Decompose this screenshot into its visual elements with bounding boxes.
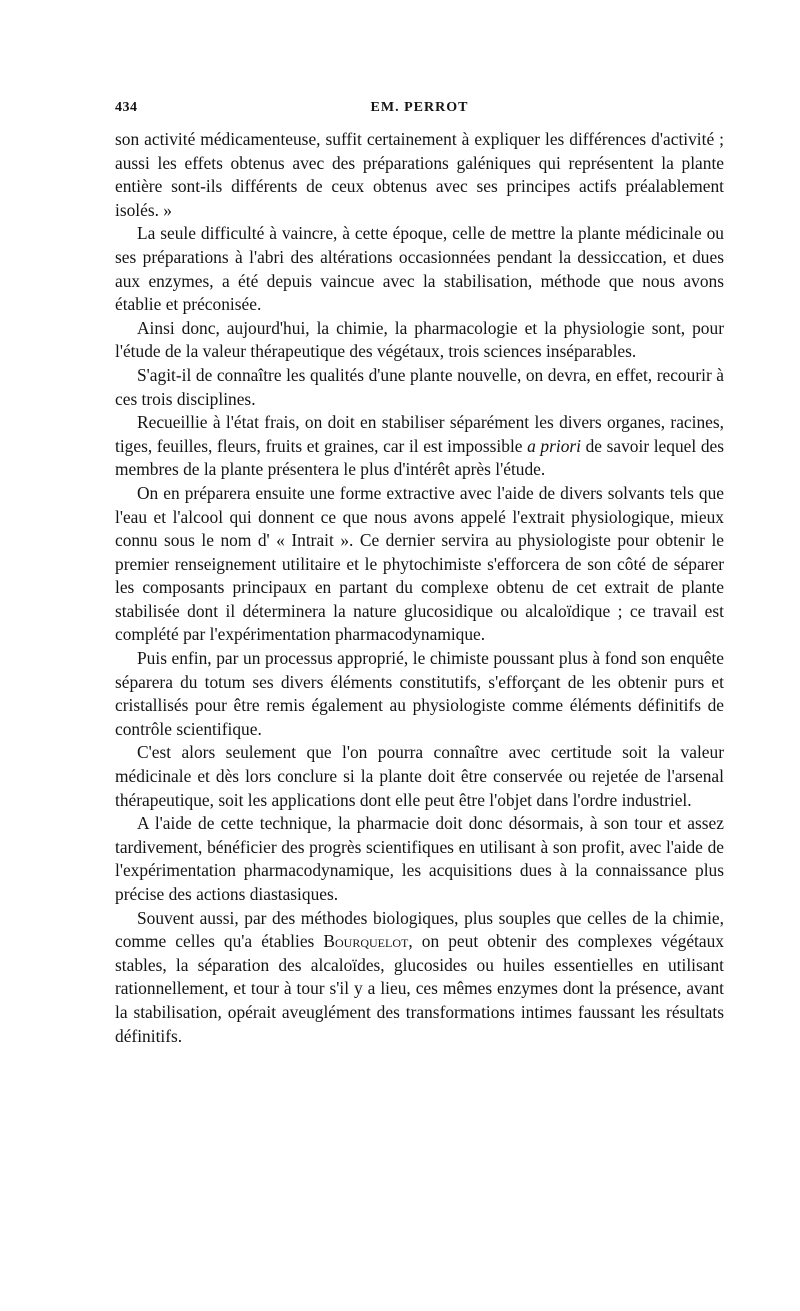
italic-phrase: a priori xyxy=(527,435,581,456)
paragraph-pharmacy: A l'aide de cette technique, la pharmacie doit donc désormais, à son tour et assez tardivement, bénéficier des progrès scientifiques en utilisant à son profit, avec l'aide de l'expérimentation pharmacodynamique, les acquisitions dues à la connaissance plus précise des actions diastasiques. xyxy=(115,813,724,904)
paragraph-chemist: Puis enfin, par un processus approprié, le chimiste poussant plus à fond son enquête séparera du totum ses divers éléments constitutifs, s'efforçant de les obtenir purs et cristallisés pour être remis également au physiologiste comme éléments définitifs de contrôle scientifique. xyxy=(115,648,724,739)
paragraph-text: , on peut obtenir des complexes végétaux stables, la séparation des alcaloïdes, glucosides ou huiles essentielles en utilisant rationnellement, et tour à tour s'il y a lieu, ces mêmes enzymes dont la présence, avant la stabilisation, opérait aveuglément des transformations intimes faussant les résultats définitifs. xyxy=(115,931,724,1046)
book-page xyxy=(115,98,724,1048)
paragraph-new-plant: S'agit-il de connaître les qualités d'une plante nouvelle, on devra, en effet, recourir à ces trois disciplines. xyxy=(115,364,724,409)
paragraph-continuation: son activité médicamenteuse, suffit certainement à expliquer les différences d'activité ; aussi les effets obtenus avec des préparations galéniques qui représentent la plante entière sont-ils différents de ceux obtenus avec ses principes actifs préalablement isolés. » xyxy=(115,129,724,220)
body-text xyxy=(115,128,724,1048)
paragraph-intrait: On en préparera ensuite une forme extractive avec l'aide de divers solvants tels que l'eau et l'alcool qui donnent ce que nous avons appelé l'extrait physiologique, mieux connu sous le nom d' « Intrait ». Ce dernier servira au physiologiste pour obtenir le premier renseignement utilitaire et le phytochimiste s'efforcera de son côté de séparer les composants principaux en partant du complexe obtenu de cet extrait de plante stabilisée dont il déterminera la nature glucosidique ou alcaloïdique ; ce travail est complété par l'expérimentation pharmacodynamique. xyxy=(115,482,724,645)
page-number: 434 xyxy=(115,100,138,115)
paragraph-fresh-organs xyxy=(115,411,724,482)
page-header xyxy=(115,98,724,120)
paragraph-stabilisation: La seule difficulté à vaincre, à cette époque, celle de mettre la plante médicinale ou ses préparations à l'abri des altérations occasionnées pendant la dessiccation, et dues aux enzymes, a été depuis vaincue avec la stabilisation, méthode que nous avons établie et préconisée. xyxy=(115,223,724,315)
running-head-author: EM. PERROT xyxy=(370,100,469,115)
author-name-small-caps: Bourquelot xyxy=(323,931,409,952)
paragraph-biological-methods xyxy=(115,907,724,1049)
paragraph-certainty: C'est alors seulement que l'on pourra connaître avec certitude soit la valeur médicinale et dès lors conclure si la plante doit être conservée ou rejetée de l'arsenal thérapeutique, soit les applications dont elle peut être l'objet dans l'ordre industriel. xyxy=(115,742,724,810)
paragraph-text: Recueillie à l'état frais, on doit en stabiliser séparément les divers organes, racines, tiges, feuilles, fleurs, fruits et graines, car il est impossible xyxy=(115,412,724,456)
paragraph-three-sciences: Ainsi donc, aujourd'hui, la chimie, la pharmacologie et la physiologie sont, pour l'étude de la valeur thérapeutique des végétaux, trois sciences inséparables. xyxy=(115,317,724,362)
paragraph-text: de savoir lequel des membres de la plante présentera le plus d'intérêt après l'étude. xyxy=(115,435,724,480)
paragraph-text: Souvent aussi, par des méthodes biologiques, plus souples que celles de la chimie, comme celles qu'a établies xyxy=(115,907,724,952)
